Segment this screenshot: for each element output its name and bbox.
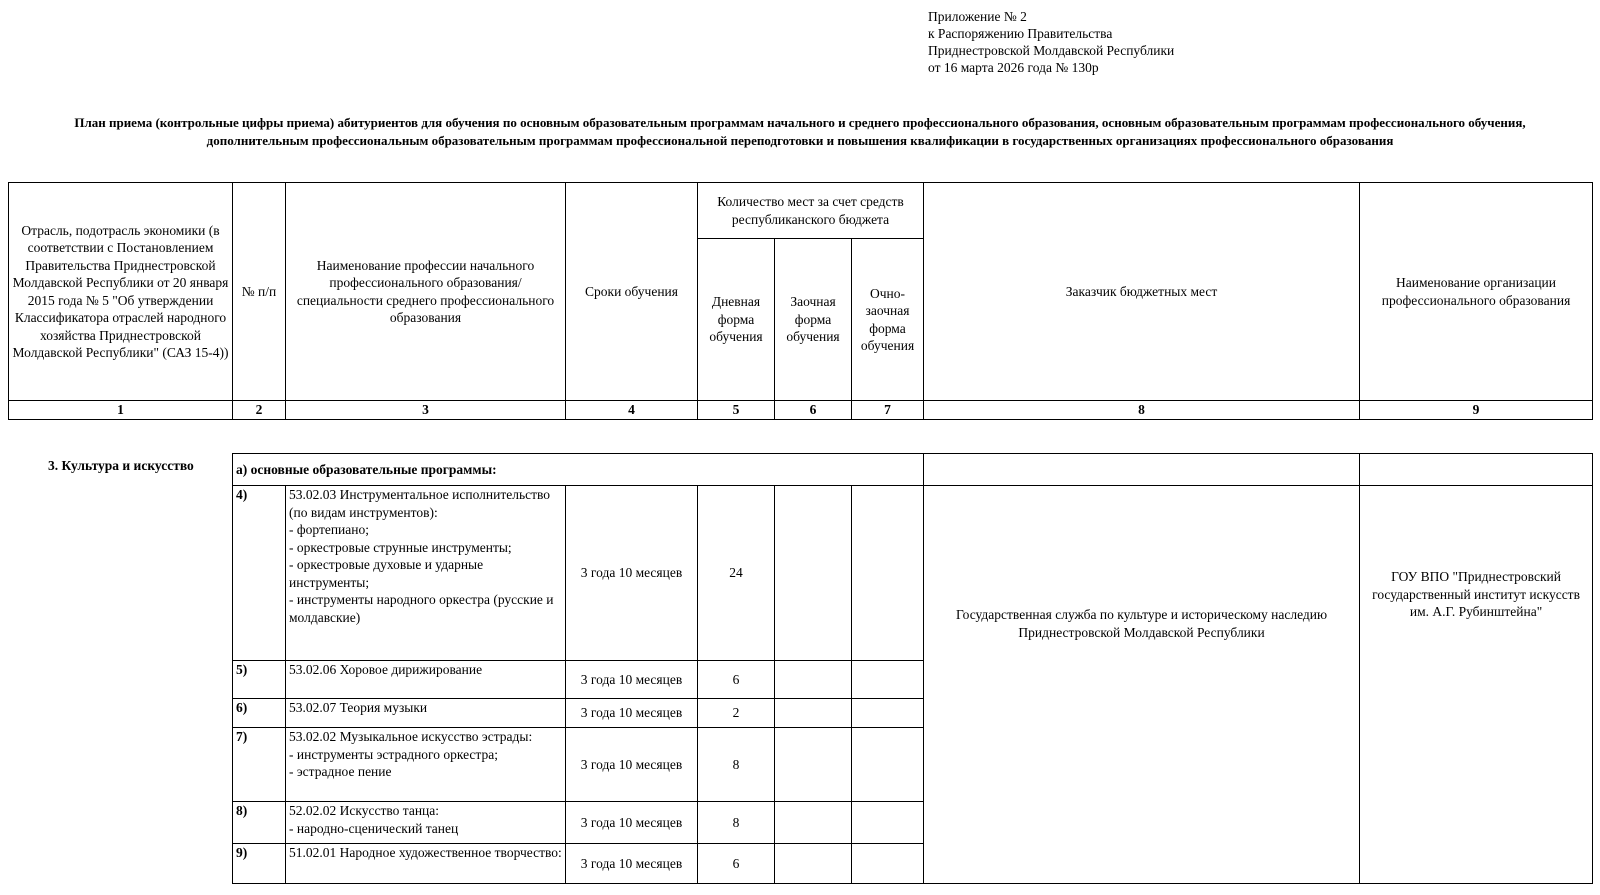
row-term: 3 года 10 месяцев — [566, 802, 698, 844]
row-term: 3 года 10 месяцев — [566, 699, 698, 728]
header-term: Сроки обучения — [566, 183, 698, 401]
header-customer: Заказчик бюджетных мест — [924, 183, 1360, 401]
row-number: 6) — [233, 699, 286, 728]
body-table — [232, 453, 1593, 884]
column-number: 1 — [9, 401, 233, 420]
appendix-line-1: Приложение № 2 — [928, 9, 1027, 24]
appendix-line-4: от 16 марта 2026 года № 130р — [928, 60, 1099, 75]
row-extramural-form — [775, 728, 852, 802]
row-day-form: 8 — [698, 728, 775, 802]
row-extramural-form — [775, 802, 852, 844]
header-table — [8, 182, 1593, 420]
table-row — [233, 486, 1593, 661]
row-mixed-form — [852, 699, 924, 728]
row-number: 5) — [233, 661, 286, 699]
row-extramural-form — [775, 844, 852, 884]
row-number: 8) — [233, 802, 286, 844]
row-day-form: 24 — [698, 486, 775, 661]
row-mixed-form — [852, 486, 924, 661]
header-profession: Наименование профессии начального профессионального образования/специальности среднего профессионального образования — [286, 183, 566, 401]
column-number: 7 — [852, 401, 924, 420]
empty-cell — [924, 454, 1360, 486]
row-day-form: 8 — [698, 802, 775, 844]
row-profession: 53.02.06 Хоровое дирижирование — [286, 661, 566, 699]
row-number: 7) — [233, 728, 286, 802]
title-line-1: План приема (контрольные цифры приема) абитуриентов для обучения по основным образовательным программам начального и среднего профессионального образования, основным образовательным программам профессионального обучения, — [74, 115, 1526, 130]
header-number: № п/п — [233, 183, 286, 401]
row-day-form: 6 — [698, 661, 775, 699]
row-mixed-form — [852, 802, 924, 844]
row-profession: 53.02.03 Инструментальное исполнительство (по видам инструментов): - фортепиано; - оркестровые струнные инструменты; - оркестровые духовые и ударные инструменты; - инструменты народного оркестра (русские и молдавские) — [286, 486, 566, 661]
organization-cell: ГОУ ВПО "Приднестровский государственный институт искусств им. А.Г. Рубинштейна" — [1360, 486, 1593, 884]
row-profession: 52.02.02 Искусство танца: - народно-сценический танец — [286, 802, 566, 844]
column-number: 8 — [924, 401, 1360, 420]
row-term: 3 года 10 месяцев — [566, 844, 698, 884]
header-budget-places: Количество мест за счет средств республиканского бюджета — [698, 183, 924, 239]
row-profession: 51.02.01 Народное художественное творчество: — [286, 844, 566, 884]
column-number: 2 — [233, 401, 286, 420]
row-extramural-form — [775, 699, 852, 728]
document-title — [40, 114, 1560, 150]
customer-cell: Государственная служба по культуре и историческому наследию Приднестровской Молдавской Республики — [924, 486, 1360, 884]
header-industry: Отрасль, подотрасль экономики (в соответствии с Постановлением Правительства Приднестровской Молдавской Республики от 20 января 2015 года № 5 "Об утверждении Классификатора отраслей народного хозяйства Приднестровской Молдавской Республики" (САЗ 15-4)) — [9, 183, 233, 401]
row-mixed-form — [852, 844, 924, 884]
header-day-form: Дневная форма обучения — [698, 239, 775, 401]
header-extramural-form: Заочная форма обучения — [775, 239, 852, 401]
row-number: 9) — [233, 844, 286, 884]
appendix-block — [928, 8, 1174, 76]
industry-label: 3. Культура и искусство — [48, 458, 194, 473]
row-day-form: 6 — [698, 844, 775, 884]
row-profession: 53.02.02 Музыкальное искусство эстрады: - инструменты эстрадного оркестра; - эстрадное пение — [286, 728, 566, 802]
row-number: 4) — [233, 486, 286, 661]
column-number: 5 — [698, 401, 775, 420]
header-mixed-form: Очно-заочная форма обучения — [852, 239, 924, 401]
appendix-line-2: к Распоряжению Правительства — [928, 26, 1113, 41]
appendix-line-3: Приднестровской Молдавской Республики — [928, 43, 1175, 58]
row-extramural-form — [775, 661, 852, 699]
row-extramural-form — [775, 486, 852, 661]
row-day-form: 2 — [698, 699, 775, 728]
title-line-2: дополнительным профессиональным образовательным программам профессиональной переподготовки и повышения квалификации в государственных организациях профессионального образования — [206, 133, 1394, 148]
column-number: 6 — [775, 401, 852, 420]
subsection-header: а) основные образовательные программы: — [233, 454, 924, 486]
column-number: 3 — [286, 401, 566, 420]
row-profession: 53.02.07 Теория музыки — [286, 699, 566, 728]
empty-cell — [1360, 454, 1593, 486]
row-term: 3 года 10 месяцев — [566, 661, 698, 699]
header-organization: Наименование организации профессионального образования — [1360, 183, 1593, 401]
row-term: 3 года 10 месяцев — [566, 728, 698, 802]
column-number: 9 — [1360, 401, 1593, 420]
column-number: 4 — [566, 401, 698, 420]
row-term: 3 года 10 месяцев — [566, 486, 698, 661]
row-mixed-form — [852, 728, 924, 802]
row-mixed-form — [852, 661, 924, 699]
